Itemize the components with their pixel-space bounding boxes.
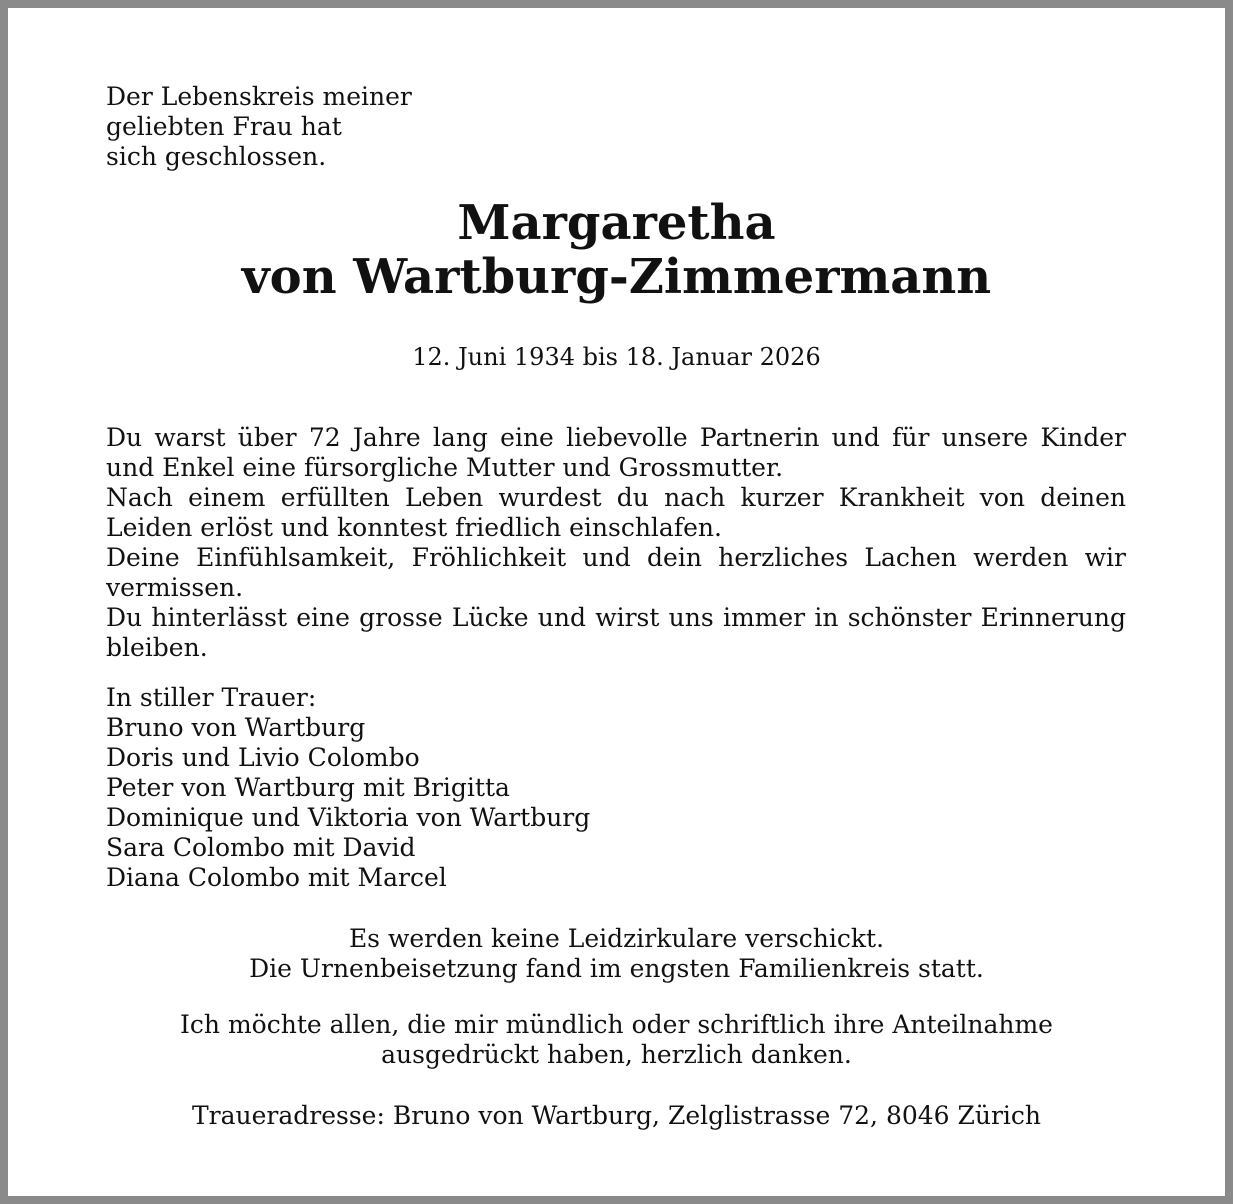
mourner-name: Bruno von Wartburg: [106, 713, 366, 742]
mourner-name: Doris und Livio Colombo: [106, 743, 420, 772]
notice-line: Es werden keine Leidzirkulare verschickt.: [348, 924, 885, 953]
deceased-name: [8, 196, 1225, 304]
obituary-page: [8, 8, 1225, 1196]
mourner-name: Peter von Wartburg mit Brigitta: [106, 773, 510, 802]
tribute-paragraph: Deine Einfühlsamkeit, Fröhlichkeit und dein herzliches Lachen werden wir vermissen.: [106, 543, 1126, 602]
mourner-name: Sara Colombo mit David: [106, 833, 416, 862]
life-dates: 12. Juni 1934 bis 18. Januar 2026: [412, 343, 821, 371]
intro-line: geliebten Frau hat: [106, 112, 342, 141]
intro-line: sich geschlossen.: [106, 142, 327, 171]
mourner-name: Dominique und Viktoria von Wartburg: [106, 803, 591, 832]
funeral-notice: [8, 924, 1225, 984]
mourners-list: [106, 683, 590, 893]
tribute-paragraph: Du hinterlässt eine grosse Lücke und wirst uns immer in schönster Erinnerung bleiben.: [106, 603, 1126, 662]
tribute-paragraph: Du warst über 72 Jahre lang eine liebevolle Partnerin und für unsere Kinder und Enkel eine fürsorgliche Mutter und Grossmutter.: [106, 423, 1126, 482]
tribute-message: [106, 423, 1126, 663]
thanks-line: Ich möchte allen, die mir mündlich oder schriftlich ihre Anteilnahme: [180, 1010, 1053, 1039]
family-name: von Wartburg-Zimmermann: [241, 249, 992, 305]
tribute-paragraph: Nach einem erfüllten Leben wurdest du nach kurzer Krankheit von deinen Leiden erlöst und konntest friedlich einschlafen.: [106, 483, 1126, 542]
thanks-note: [8, 1010, 1225, 1070]
first-name: Margaretha: [457, 195, 776, 251]
mourner-name: Diana Colombo mit Marcel: [106, 863, 447, 892]
notice-line: Die Urnenbeisetzung fand im engsten Familienkreis statt.: [249, 954, 984, 983]
mourning-address: Traueradresse: Bruno von Wartburg, Zelglistrasse 72, 8046 Zürich: [191, 1101, 1042, 1130]
mourners-heading: In stiller Trauer:: [106, 683, 317, 712]
thanks-line: ausgedrückt haben, herzlich danken.: [381, 1040, 852, 1069]
intro-text: [106, 82, 412, 172]
intro-line: Der Lebenskreis meiner: [106, 82, 412, 111]
